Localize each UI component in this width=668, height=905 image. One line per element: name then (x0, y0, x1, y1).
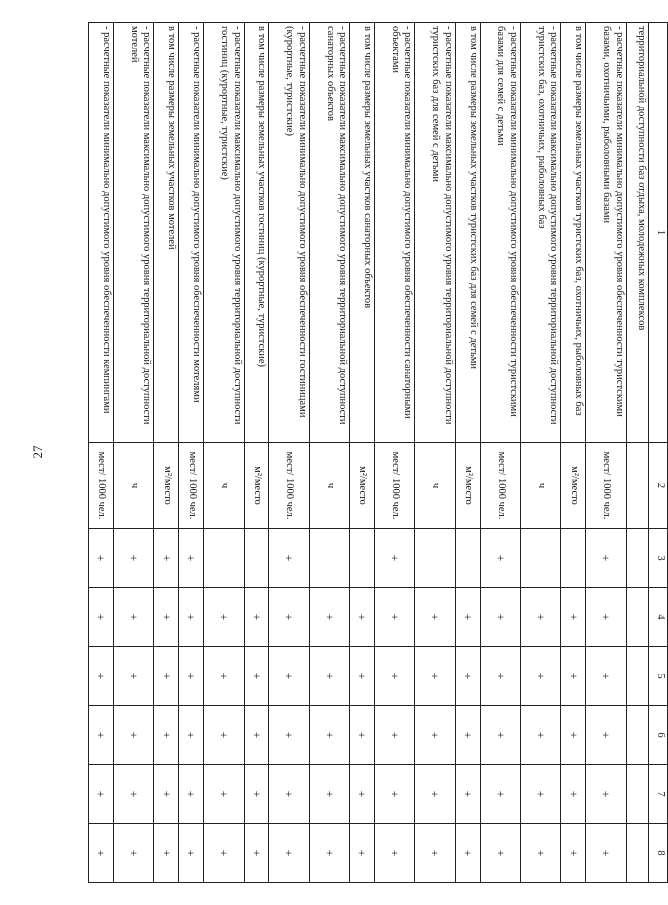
mark-cell: + (455, 588, 480, 647)
mark-cell: + (89, 824, 114, 883)
header-cell: 3 (649, 529, 668, 588)
mark-cell: + (415, 824, 455, 883)
table-row (154, 23, 179, 883)
mark-cell: + (586, 824, 626, 883)
mark-cell: + (309, 824, 349, 883)
mark-cell: + (179, 529, 204, 588)
mark-cell: + (480, 765, 520, 824)
mark-cell (415, 529, 455, 588)
table-row (350, 23, 375, 883)
mark-cell: + (521, 824, 561, 883)
unit-cell: м²/место (244, 443, 269, 529)
indicator-name-cell: в том числе размеры земельных участков туристских баз, охотничьих, рыболовных баз (561, 23, 586, 443)
mark-cell: + (244, 647, 269, 706)
mark-cell: + (114, 765, 154, 824)
mark-cell: + (244, 588, 269, 647)
unit-cell: м²/место (350, 443, 375, 529)
mark-cell: + (375, 706, 415, 765)
mark-cell: + (114, 529, 154, 588)
mark-cell: + (415, 588, 455, 647)
indicator-name-cell: - расчетные показатели минимально допустимого уровня обеспеченности кемпингами (89, 23, 114, 443)
unit-cell: м²/место (561, 443, 586, 529)
unit-cell: ч (309, 443, 349, 529)
mark-cell: + (179, 765, 204, 824)
unit-cell: ч (415, 443, 455, 529)
header-cell: 8 (649, 824, 668, 883)
indicator-name-cell: территориальной доступности баз отдыха, молодежных комплексов (626, 23, 648, 443)
mark-cell (626, 588, 648, 647)
unit-cell: ч (204, 443, 244, 529)
mark-cell: + (154, 765, 179, 824)
rotated-page (0, 22, 668, 857)
mark-cell: + (586, 706, 626, 765)
indicator-name-cell: в том числе размеры земельных участков санаторных объектов (350, 23, 375, 443)
mark-cell: + (521, 765, 561, 824)
mark-cell: + (269, 529, 309, 588)
mark-cell: + (561, 765, 586, 824)
table-row (561, 23, 586, 883)
table-header-row (649, 23, 668, 883)
mark-cell: + (455, 765, 480, 824)
mark-cell (244, 529, 269, 588)
mark-cell (626, 706, 648, 765)
mark-cell (521, 529, 561, 588)
mark-cell: + (204, 706, 244, 765)
mark-cell: + (89, 647, 114, 706)
table-row (179, 23, 204, 883)
mark-cell: + (244, 824, 269, 883)
indicator-name-cell: - расчетные показатели максимально допустимого уровня территориальной доступности санаторных объектов (309, 23, 349, 443)
mark-cell: + (561, 588, 586, 647)
mark-cell: + (350, 706, 375, 765)
mark-cell: + (480, 824, 520, 883)
mark-cell: + (114, 706, 154, 765)
mark-cell: + (521, 647, 561, 706)
mark-cell: + (309, 588, 349, 647)
mark-cell: + (375, 765, 415, 824)
unit-cell: м²/место (455, 443, 480, 529)
mark-cell: + (350, 765, 375, 824)
mark-cell (350, 529, 375, 588)
mark-cell: + (154, 529, 179, 588)
mark-cell: + (89, 529, 114, 588)
table-row (204, 23, 244, 883)
indicator-name-cell: в том числе размеры земельных участков туристских баз для семей с детьми (455, 23, 480, 443)
header-cell: 1 (649, 23, 668, 443)
mark-cell: + (375, 647, 415, 706)
table-row (415, 23, 455, 883)
mark-cell (626, 765, 648, 824)
unit-cell: мест/ 1000 чел. (269, 443, 309, 529)
mark-cell: + (350, 824, 375, 883)
mark-cell: + (179, 706, 204, 765)
header-cell: 4 (649, 588, 668, 647)
mark-cell: + (269, 706, 309, 765)
table-row (455, 23, 480, 883)
mark-cell: + (204, 588, 244, 647)
mark-cell: + (415, 765, 455, 824)
mark-cell: + (521, 588, 561, 647)
mark-cell: + (179, 588, 204, 647)
indicator-name-cell: в том числе размеры земельных участков гостиниц (курортные, туристские) (244, 23, 269, 443)
mark-cell: + (154, 706, 179, 765)
indicator-name-cell: в том числе размеры земельных участков мотелей (154, 23, 179, 443)
table-row (114, 23, 154, 883)
indicator-name-cell: - расчетные показатели максимально допустимого уровня территориальной доступности гостиниц (курортные, туристские) (204, 23, 244, 443)
mark-cell: + (269, 765, 309, 824)
mark-cell (626, 824, 648, 883)
mark-cell: + (455, 706, 480, 765)
mark-cell: + (89, 765, 114, 824)
mark-cell: + (350, 647, 375, 706)
unit-cell: мест/ 1000 чел. (480, 443, 520, 529)
header-cell: 5 (649, 647, 668, 706)
mark-cell: + (415, 706, 455, 765)
requirements-table (88, 22, 668, 883)
table-row (521, 23, 561, 883)
mark-cell: + (350, 588, 375, 647)
mark-cell: + (480, 706, 520, 765)
indicator-name-cell: - расчетные показатели минимально допустимого уровня обеспеченности туристскими базами для семей с детьми (480, 23, 520, 443)
table-row (626, 23, 648, 883)
table-row (269, 23, 309, 883)
mark-cell: + (179, 647, 204, 706)
indicator-name-cell: - расчетные показатели минимально допустимого уровня обеспеченности гостиницами (курортные, туристские) (269, 23, 309, 443)
unit-cell: мест/ 1000 чел. (179, 443, 204, 529)
indicator-name-cell: - расчетные показатели минимально допустимого уровня обеспеченности туристскими базами, охотничьими, рыболовными базами (586, 23, 626, 443)
unit-cell: мест/ 1000 чел. (586, 443, 626, 529)
mark-cell: + (480, 529, 520, 588)
mark-cell: + (480, 588, 520, 647)
table-row (89, 23, 114, 883)
unit-cell: м²/место (154, 443, 179, 529)
mark-cell: + (89, 706, 114, 765)
header-cell: 6 (649, 706, 668, 765)
header-cell: 2 (649, 443, 668, 529)
mark-cell: + (204, 765, 244, 824)
mark-cell: + (244, 706, 269, 765)
indicator-name-cell: - расчетные показатели минимально допустимого уровня обеспеченности санаторными объектами (375, 23, 415, 443)
mark-cell: + (561, 706, 586, 765)
mark-cell: + (586, 647, 626, 706)
mark-cell: + (269, 588, 309, 647)
mark-cell: + (154, 824, 179, 883)
mark-cell: + (309, 765, 349, 824)
mark-cell: + (309, 706, 349, 765)
indicator-name-cell: - расчетные показатели максимально допустимого уровня территориальной доступности туристских баз, охотничьих, рыболовных баз (521, 23, 561, 443)
unit-cell: мест/ 1000 чел. (375, 443, 415, 529)
mark-cell: + (415, 647, 455, 706)
mark-cell: + (114, 824, 154, 883)
table-row (480, 23, 520, 883)
mark-cell: + (375, 529, 415, 588)
mark-cell: + (114, 647, 154, 706)
mark-cell: + (204, 824, 244, 883)
mark-cell (309, 529, 349, 588)
unit-cell: ч (521, 443, 561, 529)
table-row (375, 23, 415, 883)
mark-cell: + (375, 588, 415, 647)
mark-cell: + (455, 824, 480, 883)
mark-cell: + (480, 647, 520, 706)
mark-cell: + (586, 765, 626, 824)
page-number: 27 (30, 445, 45, 459)
unit-cell (626, 443, 648, 529)
mark-cell: + (455, 647, 480, 706)
mark-cell: + (114, 588, 154, 647)
mark-cell (204, 529, 244, 588)
mark-cell: + (154, 647, 179, 706)
mark-cell: + (89, 588, 114, 647)
indicator-name-cell: - расчетные показатели максимально допустимого уровня территориальной доступности туристских баз для семей с детьми (415, 23, 455, 443)
mark-cell: + (179, 824, 204, 883)
mark-cell: + (204, 647, 244, 706)
unit-cell: ч (114, 443, 154, 529)
table-row (586, 23, 626, 883)
mark-cell: + (561, 647, 586, 706)
mark-cell: + (244, 765, 269, 824)
mark-cell: + (154, 588, 179, 647)
mark-cell: + (586, 529, 626, 588)
table-row (309, 23, 349, 883)
mark-cell: + (269, 647, 309, 706)
indicator-name-cell: - расчетные показатели максимально допустимого уровня территориальной доступности мотелей (114, 23, 154, 443)
table-row (244, 23, 269, 883)
mark-cell (626, 647, 648, 706)
unit-cell: мест/ 1000 чел. (89, 443, 114, 529)
mark-cell: + (375, 824, 415, 883)
mark-cell: + (561, 824, 586, 883)
mark-cell: + (521, 706, 561, 765)
mark-cell (626, 529, 648, 588)
mark-cell (561, 529, 586, 588)
mark-cell: + (586, 588, 626, 647)
mark-cell: + (269, 824, 309, 883)
mark-cell (455, 529, 480, 588)
mark-cell: + (309, 647, 349, 706)
header-cell: 7 (649, 765, 668, 824)
indicator-name-cell: - расчетные показатели минимально допустимого уровня обеспеченности мотелями (179, 23, 204, 443)
